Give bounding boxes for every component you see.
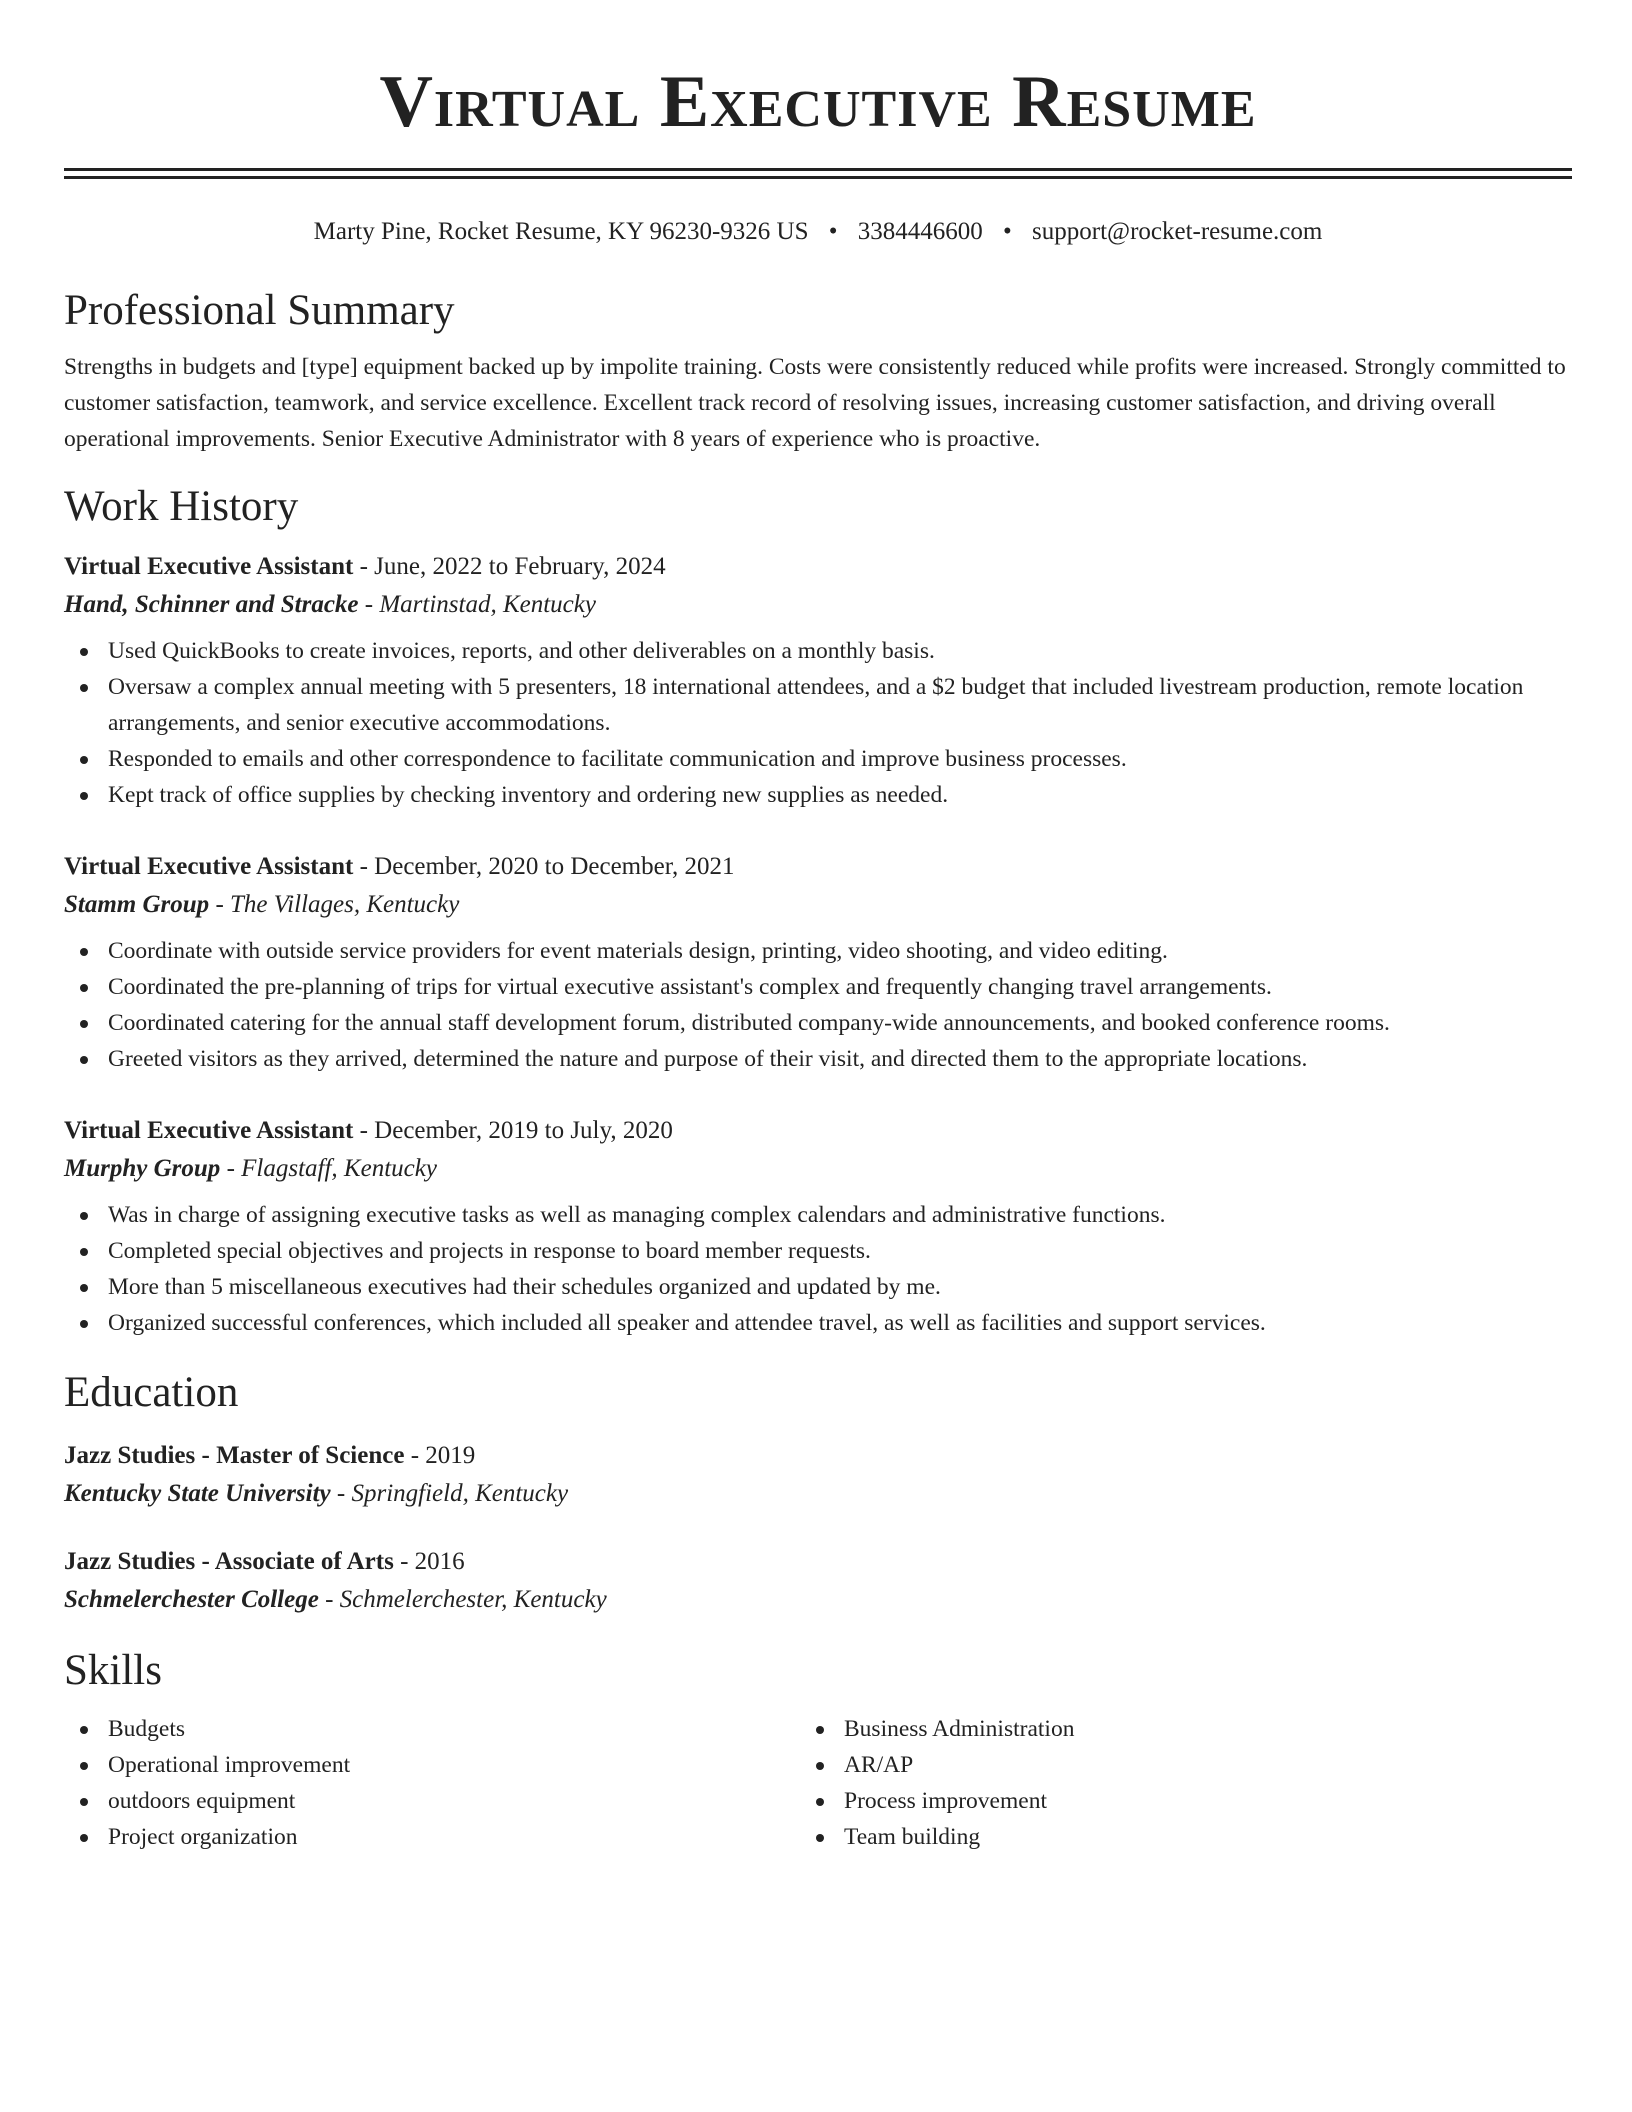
job-position: Virtual Executive Assistant xyxy=(64,553,354,580)
job-location: - The Villages, Kentucky xyxy=(209,891,460,918)
education-school-line xyxy=(64,1581,1572,1619)
skill-item: Budgets xyxy=(64,1711,800,1747)
contact-address: Marty Pine, Rocket Resume, KY 96230-9326 US xyxy=(313,218,809,245)
job-company-line xyxy=(64,585,1572,625)
job-company: Hand, Schinner and Stracke xyxy=(64,591,359,618)
skill-item: outdoors equipment xyxy=(64,1783,800,1819)
list-item: Organized successful conferences, which included all speaker and attendee travel, as well as facilities and support services. xyxy=(64,1305,1572,1341)
title-divider-thin xyxy=(64,176,1572,179)
job-dates: - December, 2019 to July, 2020 xyxy=(353,1117,673,1144)
contact-line xyxy=(64,217,1572,247)
job-duties-list xyxy=(64,633,1572,813)
job-duties-list xyxy=(64,1197,1572,1341)
job-position: Virtual Executive Assistant xyxy=(64,853,354,880)
contact-separator: • xyxy=(828,218,838,245)
job-company-line xyxy=(64,1149,1572,1189)
skills-grid xyxy=(64,1711,1572,1855)
skill-item: AR/AP xyxy=(800,1747,1536,1783)
section-title-work-history: Work History xyxy=(64,483,299,530)
education-entry xyxy=(64,1437,1572,1513)
list-item: Kept track of office supplies by checking inventory and ordering new supplies as needed. xyxy=(64,777,1572,813)
education-entry xyxy=(64,1543,1572,1619)
skill-item: Project organization xyxy=(64,1819,800,1855)
education-location: - Springfield, Kentucky xyxy=(330,1480,569,1507)
skill-item: Process improvement xyxy=(800,1783,1536,1819)
job-heading xyxy=(64,549,1572,585)
list-item: More than 5 miscellaneous executives had their schedules organized and updated by me. xyxy=(64,1269,1572,1305)
skill-item: Operational improvement xyxy=(64,1747,800,1783)
skills-list-left xyxy=(64,1711,800,1855)
education-degree: Jazz Studies - Master of Science xyxy=(64,1442,405,1469)
resume-page xyxy=(64,0,1572,1855)
job-dates: - June, 2022 to February, 2024 xyxy=(353,553,666,580)
job-company: Stamm Group xyxy=(64,891,210,918)
list-item: Was in charge of assigning executive tasks as well as managing complex calendars and administrative functions. xyxy=(64,1197,1572,1233)
education-degree: Jazz Studies - Associate of Arts xyxy=(64,1548,394,1575)
skills-list-right xyxy=(800,1711,1536,1855)
contact-phone: 3384446600 xyxy=(857,218,983,245)
job-duties-list xyxy=(64,933,1572,1077)
list-item: Coordinate with outside service providers for event materials design, printing, video shooting, and video editing. xyxy=(64,933,1572,969)
skill-item: Business Administration xyxy=(800,1711,1536,1747)
section-title-education: Education xyxy=(64,1369,239,1416)
section-title-summary: Professional Summary xyxy=(64,287,455,334)
list-item: Completed special objectives and projects in response to board member requests. xyxy=(64,1233,1572,1269)
job-entry xyxy=(64,1113,1572,1341)
list-item: Coordinated catering for the annual staff development forum, distributed company-wide announcements, and booked conference rooms. xyxy=(64,1005,1572,1041)
list-item: Used QuickBooks to create invoices, reports, and other deliverables on a monthly basis. xyxy=(64,633,1572,669)
education-school-line xyxy=(64,1475,1572,1513)
job-dates: - December, 2020 to December, 2021 xyxy=(353,853,735,880)
job-position: Virtual Executive Assistant xyxy=(64,1117,354,1144)
list-item: Coordinated the pre-planning of trips for virtual executive assistant's complex and frequently changing travel arrangements. xyxy=(64,969,1572,1005)
job-location: - Flagstaff, Kentucky xyxy=(220,1155,437,1182)
contact-separator: • xyxy=(1003,218,1012,245)
list-item: Responded to emails and other correspondence to facilitate communication and improve business processes. xyxy=(64,741,1572,777)
job-company: Murphy Group xyxy=(64,1155,221,1182)
education-year: - 2016 xyxy=(393,1548,465,1575)
contact-email[interactable]: support@rocket-resume.com xyxy=(1032,218,1323,245)
job-heading xyxy=(64,849,1572,885)
skill-item: Team building xyxy=(800,1819,1536,1855)
section-title-skills: Skills xyxy=(64,1647,162,1694)
job-entry xyxy=(64,849,1572,1077)
education-year: - 2019 xyxy=(404,1442,476,1469)
job-company-line xyxy=(64,885,1572,925)
list-item: Oversaw a complex annual meeting with 5 presenters, 18 international attendees, and a $2 budget that included livestream production, remote location arrangements, and senior executive accommodations. xyxy=(64,669,1572,741)
education-school: Schmelerchester College xyxy=(64,1586,319,1613)
title-divider-thick xyxy=(64,168,1572,171)
education-school: Kentucky State University xyxy=(64,1480,331,1507)
list-item: Greeted visitors as they arrived, determined the nature and purpose of their visit, and directed them to the appropriate locations. xyxy=(64,1041,1572,1077)
job-location: - Martinstad, Kentucky xyxy=(358,591,596,618)
education-location: - Schmelerchester, Kentucky xyxy=(318,1586,607,1613)
job-entry xyxy=(64,549,1572,813)
education-heading xyxy=(64,1437,1572,1475)
resume-title: Virtual Executive Resume xyxy=(379,61,1257,143)
job-heading xyxy=(64,1113,1572,1149)
education-heading xyxy=(64,1543,1572,1581)
summary-text: Strengths in budgets and [type] equipment backed up by impolite training. Costs were consistently reduced while profits were increased. Strongly committed to customer satisfaction, teamwork, and service excellence. Excellent track record of resolving issues, increasing customer satisfaction, and driving overall operational improvements. Senior Executive Administrator with 8 years of experience who is proactive. xyxy=(64,354,1566,452)
